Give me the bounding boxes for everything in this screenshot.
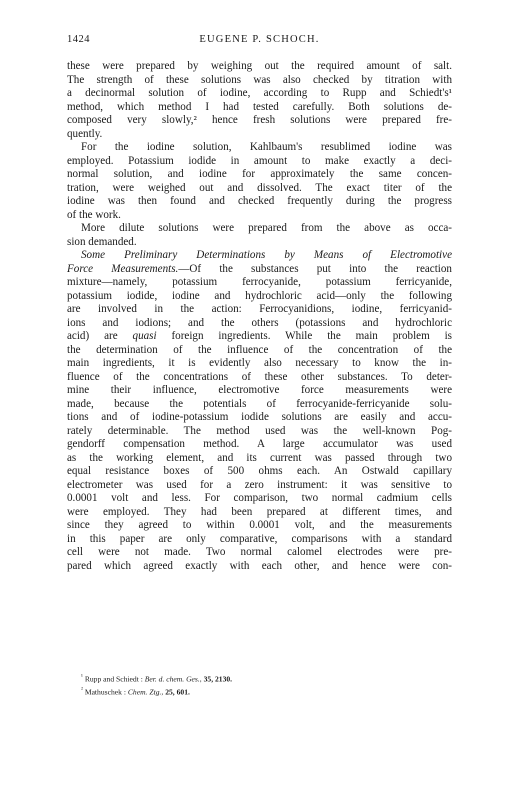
text-line: are involved in the action: Ferrocyanidions, iodine, ferricyanid-	[67, 303, 452, 315]
footnote	[67, 685, 452, 698]
page-number: 1424	[67, 34, 90, 45]
text-line: were employed. They had been prepared at different times, and	[67, 505, 452, 518]
paragraph-2	[67, 141, 452, 222]
footnote-mark: ¹	[81, 673, 83, 680]
text-line: made, because the potentials of ferrocyanide-ferricyanide solu-	[67, 397, 452, 410]
text-line: fluence of the concentrations of these other substances. To deter-	[67, 370, 452, 383]
section-heading-cont: Force Measurements.	[67, 262, 179, 275]
text-line	[67, 330, 452, 344]
body-text	[67, 60, 452, 573]
text-line: potassium iodide, iodine and hydrochloric acid—only the following	[67, 289, 452, 302]
text-fragment: —Of the substances put into the reaction	[178, 262, 452, 275]
text-line: equal resistance boxes of 500 ohms each. An Ostwald capillary	[67, 465, 452, 477]
text-line: as the working element, and its current was passed through two	[67, 451, 452, 464]
text-line: the determination of the influence of the concentration of the	[67, 343, 452, 356]
footnote-ref: 35, 2130.	[203, 674, 233, 684]
text-line: sion demanded.	[67, 235, 137, 248]
text-line: pared which agreed exactly with each other, and hence were con-	[67, 559, 452, 572]
text-line: electrometer was used for a zero instrument: it was sensitive to	[67, 478, 452, 491]
text-line: 0.0001 volt and less. For comparison, two normal cadmium cells	[67, 492, 452, 504]
footnote	[67, 672, 452, 685]
page-header	[67, 34, 452, 48]
text-line: a decinormal solution of iodine, according to Rupp and Schiedt's¹	[67, 87, 452, 99]
text-line: method, which method I had tested carefully. Both solutions de-	[67, 100, 452, 113]
footnote-mark: ²	[81, 685, 83, 693]
text-line: For the iodine solution, Kahlbaum's resublimed iodine was	[81, 141, 452, 153]
footnotes	[67, 672, 452, 697]
footnote-ref: 25, 601.	[165, 687, 190, 697]
text-line: mixture—namely, potassium ferrocyanide, potassium ferricyanide,	[67, 276, 452, 288]
text-line: of the work.	[67, 208, 121, 221]
text-line: gendorff compensation method. A large accumulator was used	[67, 438, 452, 450]
text-line: main ingredients, it is evidently also necessary to know the in-	[67, 357, 452, 369]
text-line: composed very slowly,² hence fresh solutions were prepared fre-	[67, 114, 452, 126]
text-line: mine their influence, electromotive force measurements were	[67, 384, 452, 396]
footnote-author: Rupp and Schiedt :	[84, 674, 143, 684]
text-line: cell were not made. Two normal calomel electrodes were pre-	[67, 546, 452, 558]
quasi-word: quasi	[132, 330, 157, 342]
text-line: The strength of these solutions was also checked by titration with	[67, 73, 452, 86]
text-line: iodine was then found and checked frequently during the progress	[67, 195, 452, 207]
text-line: since they agreed to within 0.0001 volt, and the measurements	[67, 519, 452, 531]
text-line	[67, 263, 452, 277]
text-line: More dilute solutions were prepared from the above as occa-	[81, 222, 452, 234]
paragraph-1	[67, 60, 452, 141]
footnote-source: Ber. d. chem. Ges.,	[144, 674, 202, 684]
running-head: EUGENE P. SCHOCH.	[199, 34, 320, 45]
text-line: normal solution, and iodine for approximately the same concen-	[67, 168, 452, 180]
text-line: in this paper are only comparative, comparisons with a standard	[67, 532, 452, 545]
text-fragment: acid) are	[67, 330, 133, 342]
text-line: quently.	[67, 127, 103, 140]
footnote-author: Mathuschek :	[84, 687, 126, 697]
paragraph-4	[67, 249, 452, 573]
footnote-source: Chem. Ztg.,	[127, 687, 164, 697]
section-heading: Some Preliminary Determinations by Means of Electromotive	[81, 249, 452, 261]
paragraph-3	[67, 222, 452, 249]
text-line: ions and iodions; and the others (potassions and hydrochloric	[67, 316, 452, 329]
text-line: tions and of iodine-potassium iodide solutions are easily and accu-	[67, 411, 452, 423]
text-line: these were prepared by weighing out the required amount of salt.	[67, 60, 452, 72]
text-line: rately determinable. The method used was the well-known Pog-	[67, 424, 452, 437]
text-fragment: foreign ingredients. While the main problem is	[156, 330, 452, 342]
text-line: employed. Potassium iodide in amount to make exactly a deci-	[67, 154, 452, 167]
text-line: tration, were weighed out and dissolved. The exact titer of the	[67, 181, 452, 194]
